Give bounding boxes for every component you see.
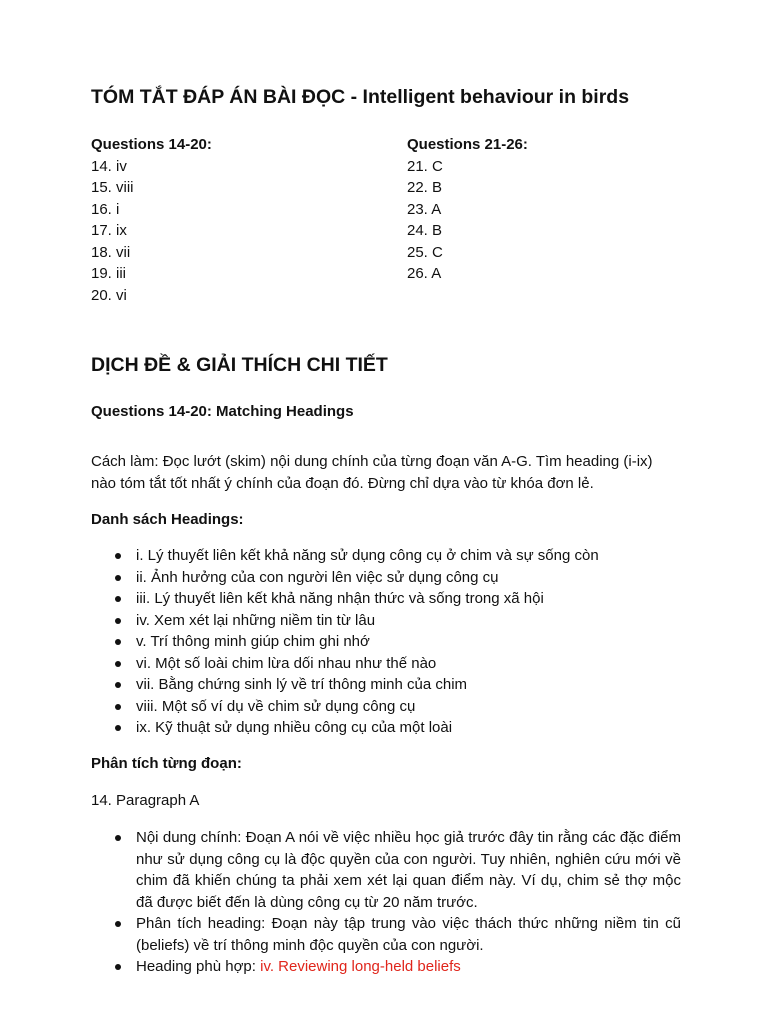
list-item: vii. Bằng chứng sinh lý về trí thông minh của chim bbox=[91, 674, 681, 696]
list-item: iii. Lý thuyết liên kết khả năng nhận thức và sống trong xã hội bbox=[91, 588, 681, 610]
detail-title: DỊCH ĐỀ & GIẢI THÍCH CHI TIẾT bbox=[91, 354, 388, 376]
section-heading: Questions 14-20: Matching Headings bbox=[91, 403, 354, 420]
analysis-label: Phân tích từng đoạn: bbox=[91, 755, 242, 772]
list-item: viii. Một số ví dụ về chim sử dụng công cụ bbox=[91, 696, 681, 718]
answer-item: 16. i bbox=[91, 200, 120, 218]
headings-label: Danh sách Headings: bbox=[91, 511, 244, 528]
match-prefix: Heading phù hợp: bbox=[136, 958, 261, 975]
answer-item: 26. A bbox=[407, 265, 442, 282]
answers-21-26 bbox=[407, 134, 687, 285]
method-paragraph: Cách làm: Đọc lướt (skim) nội dung chính của từng đoạn văn A-G. Tìm heading (i-ix) nào tóm tắt tốt nhất ý chính của đoạn đó. Đừng chỉ dựa vào từ khóa đơn lẻ. bbox=[91, 453, 653, 492]
answer-item: 25. C bbox=[407, 243, 443, 261]
list-item: i. Lý thuyết liên kết khả năng sử dụng công cụ ở chim và sự sống còn bbox=[91, 545, 681, 567]
answer-item: 15. viii bbox=[91, 179, 134, 196]
answer-item: 24. B bbox=[407, 222, 443, 239]
paragraph-a-points bbox=[91, 827, 681, 978]
content-point: Nội dung chính: Đoạn A nói về việc nhiều học giả trước đây tin rằng các đặc điểm như sử dụng công cụ là độc quyền của con người. Tuy nhiên, nghiên cứu mới về chim đã khiến chúng ta phải xem xét lại quan điểm này. Ví dụ, chim sẻ thợ mộc đã được biết đến là dùng công cụ từ 20 năm trước. bbox=[91, 827, 681, 913]
answer-item: 14. iv bbox=[91, 157, 127, 175]
list-item: v. Trí thông minh giúp chim ghi nhớ bbox=[91, 631, 681, 653]
answer-item: 21. C bbox=[407, 157, 443, 175]
answer-item: 17. ix bbox=[91, 222, 127, 239]
answer-item: 19. iii bbox=[91, 265, 127, 282]
answers-14-20 bbox=[91, 134, 371, 306]
answers-21-26-heading: Questions 21-26: bbox=[407, 136, 528, 153]
list-item: iv. Xem xét lại những niềm tin từ lâu bbox=[91, 610, 681, 632]
summary-title: TÓM TẮT ĐÁP ÁN BÀI ĐỌC - Intelligent behaviour in birds bbox=[91, 86, 630, 108]
list-item: vi. Một số loài chim lừa dối nhau như thế nào bbox=[91, 653, 681, 675]
answers-14-20-heading: Questions 14-20: bbox=[91, 136, 212, 153]
answer-item: 22. B bbox=[407, 179, 443, 196]
analysis-point: Phân tích heading: Đoạn này tập trung vào việc thách thức những niềm tin cũ (beliefs) về trí thông minh độc quyền của con người. bbox=[91, 913, 681, 956]
headings-list bbox=[91, 545, 681, 739]
list-item: ix. Kỹ thuật sử dụng nhiều công cụ của một loài bbox=[91, 717, 681, 739]
match-value: iv. Reviewing long-held beliefs bbox=[260, 958, 461, 975]
answer-item: 18. vii bbox=[91, 243, 131, 261]
answer-item: 20. vi bbox=[91, 286, 127, 304]
list-item: ii. Ảnh hưởng của con người lên việc sử dụng công cụ bbox=[91, 567, 681, 589]
answer-item: 23. A bbox=[407, 200, 442, 218]
match-point bbox=[91, 956, 681, 978]
paragraph-label: 14. Paragraph A bbox=[91, 792, 200, 809]
